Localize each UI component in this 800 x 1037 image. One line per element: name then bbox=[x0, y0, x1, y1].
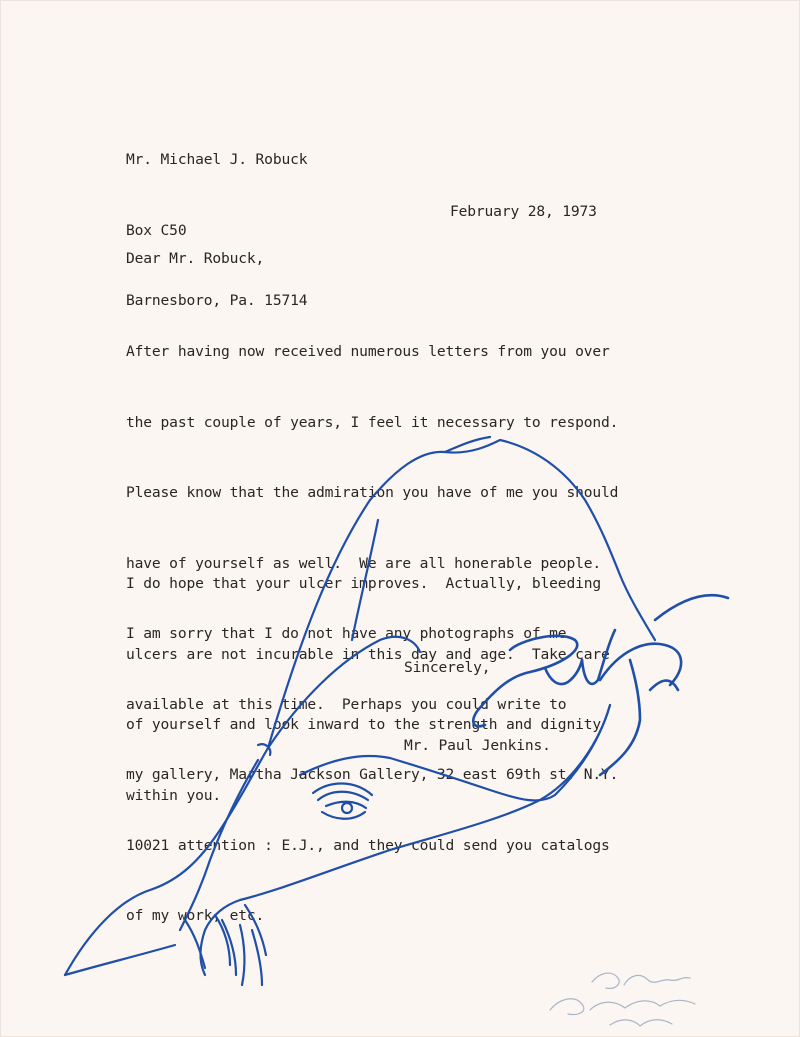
paragraph-line: 10021 attention : E.J., and they could send you catalogs bbox=[126, 836, 610, 854]
typed-signer-name: Mr. Paul Jenkins. bbox=[404, 737, 551, 754]
address-line: Mr. Michael J. Robuck bbox=[126, 151, 308, 168]
paragraph-line: I am sorry that I do not have any photographs of me bbox=[126, 625, 567, 642]
address-line: Box C50 bbox=[126, 221, 187, 239]
paragraph-line: of my work, etc. bbox=[126, 907, 265, 924]
paragraph-line: I do hope that your ulcer improves. Actually, bleeding bbox=[126, 575, 601, 592]
address-line: Barnesboro, Pa. 15714 bbox=[126, 292, 308, 309]
paragraph-line: within you. bbox=[126, 786, 221, 804]
paragraph-line: available at this time. Perhaps you could write to bbox=[126, 695, 567, 713]
paragraph-line: After having now received numerous letters from you over bbox=[126, 343, 610, 360]
paragraph-line: Please know that the admiration you have of me you should bbox=[126, 484, 619, 501]
closing: Sincerely, bbox=[404, 659, 491, 676]
paragraph-line: my gallery, Martha Jackson Gallery, 32 east 69th st. N.Y. bbox=[126, 766, 619, 783]
paragraph-line: ulcers are not incurable in this day and age. Take care bbox=[126, 645, 610, 663]
paragraph-line: the past couple of years, I feel it necessary to respond. bbox=[126, 413, 619, 431]
salutation: Dear Mr. Robuck, bbox=[126, 250, 265, 267]
letter-date: February 28, 1973 bbox=[450, 203, 597, 220]
paragraph-line: of yourself and look inward to the strength and dignity bbox=[126, 716, 601, 733]
paragraph-line: have of yourself as well. We are all honerable people. bbox=[126, 554, 601, 572]
